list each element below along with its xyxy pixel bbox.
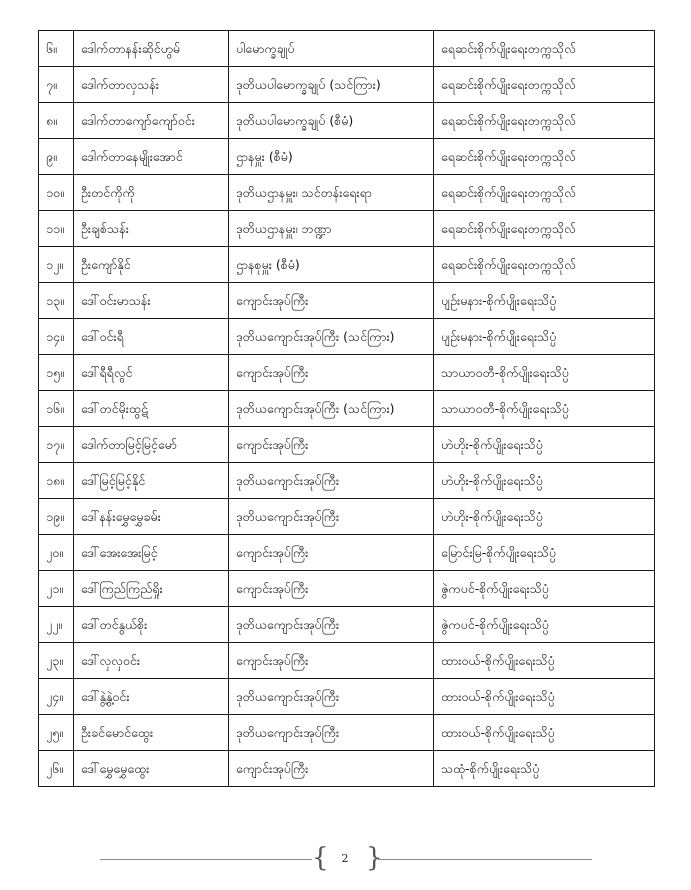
position-cell: ပါမောက္ခချုပ် <box>229 31 434 67</box>
department-cell: သထုံ-စိုက်ပျိုးရေးသိပ္ပံ <box>434 751 655 787</box>
table-row <box>39 247 655 283</box>
department-cell: ထားဝယ်-စိုက်ပျိုးရေးသိပ္ပံ <box>434 643 655 679</box>
row-number-cell: ၁၇။ <box>39 427 74 463</box>
table-row <box>39 67 655 103</box>
department-cell: ထားဝယ်-စိုက်ပျိုးရေးသိပ္ပံ <box>434 679 655 715</box>
table-row <box>39 319 655 355</box>
position-cell: ဒုတိယကျောင်းအုပ်ကြီး <box>229 607 434 643</box>
department-cell: ရေဆင်းစိုက်ပျိုးရေးတက္ကသိုလ် <box>434 103 655 139</box>
footer-rule-left <box>100 859 312 860</box>
table-row <box>39 607 655 643</box>
name-cell: ဒေါက်တာနေမျိုးအောင် <box>74 139 229 175</box>
row-number-cell: ၂၄။ <box>39 679 74 715</box>
table-row <box>39 643 655 679</box>
table-row <box>39 103 655 139</box>
position-cell: ဒုတိယဌာနမှူး၊ ဘဏ္ဍာ <box>229 211 434 247</box>
name-cell: ဒေါက်တာကျော်ကျော်ဝင်း <box>74 103 229 139</box>
position-cell: ကျောင်းအုပ်ကြီး <box>229 751 434 787</box>
name-cell: ဦးခင်မောင်ထွေး <box>74 715 229 751</box>
table-row <box>39 427 655 463</box>
table-row <box>39 715 655 751</box>
row-number-cell: ၁၈။ <box>39 463 74 499</box>
table-row <box>39 283 655 319</box>
table-row <box>39 751 655 787</box>
name-cell: ဒေါ်အေးအေးမြင့် <box>74 535 229 571</box>
department-cell: မြောင်းမြ-စိုက်ပျိုးရေးသိပ္ပံ <box>434 535 655 571</box>
table-row <box>39 391 655 427</box>
position-cell: ကျောင်းအုပ်ကြီး <box>229 355 434 391</box>
row-number-cell: ၆။ <box>39 31 74 67</box>
page-number: 2 <box>341 852 349 865</box>
row-number-cell: ၂၀။ <box>39 535 74 571</box>
position-cell: ဒုတိယကျောင်းအုပ်ကြီး <box>229 715 434 751</box>
name-cell: ဒေါ်တင်မိုးထွဋ် <box>74 391 229 427</box>
department-cell: ရေဆင်းစိုက်ပျိုးရေးတက္ကသိုလ် <box>434 211 655 247</box>
department-cell: ဇွဲကပင်-စိုက်ပျိုးရေးသိပ္ပံ <box>434 571 655 607</box>
position-cell: ဒုတိယကျောင်းအုပ်ကြီး (သင်ကြား) <box>229 391 434 427</box>
row-number-cell: ၂၅။ <box>39 715 74 751</box>
row-number-cell: ၂၃။ <box>39 643 74 679</box>
position-cell: ကျောင်းအုပ်ကြီး <box>229 643 434 679</box>
position-cell: ကျောင်းအုပ်ကြီး <box>229 283 434 319</box>
position-cell: ကျောင်းအုပ်ကြီး <box>229 535 434 571</box>
table-body <box>39 31 655 787</box>
row-number-cell: ၈။ <box>39 103 74 139</box>
row-number-cell: ၁၁။ <box>39 211 74 247</box>
department-cell: ရေဆင်းစိုက်ပျိုးရေးတက္ကသိုလ် <box>434 175 655 211</box>
department-cell: သာယာဝတီ-စိုက်ပျိုးရေးသိပ္ပံ <box>434 391 655 427</box>
position-cell: ဌာနစုမှူး (စီမံ) <box>229 247 434 283</box>
name-cell: ဒေါ်လှလှဝင်း <box>74 643 229 679</box>
table-row <box>39 211 655 247</box>
position-cell: ဌာနမှူး (စီမံ) <box>229 139 434 175</box>
name-cell: ဦးချစ်သန်း <box>74 211 229 247</box>
table-row <box>39 139 655 175</box>
position-cell: ဒုတိယဌာနမှူး၊ သင်တန်းရေးရာ <box>229 175 434 211</box>
department-cell: ရေဆင်းစိုက်ပျိုးရေးတက္ကသိုလ် <box>434 247 655 283</box>
department-cell: ဟဲဟိုး-စိုက်ပျိုးရေးသိပ္ပံ <box>434 499 655 535</box>
row-number-cell: ၇။ <box>39 67 74 103</box>
table-row <box>39 31 655 67</box>
name-cell: ဦးတင်ကိုကို <box>74 175 229 211</box>
name-cell: ဒေါက်တာမြင့်မြင့်မော် <box>74 427 229 463</box>
table-row <box>39 175 655 211</box>
name-cell: ဒေါ်နန်းမွှေမွှေခမ်း <box>74 499 229 535</box>
name-cell: ဒေါ်ရီရီလွင် <box>74 355 229 391</box>
table-row <box>39 571 655 607</box>
department-cell: ပျဉ်းမနား-စိုက်ပျိုးရေးသိပ္ပံ <box>434 283 655 319</box>
department-cell: ပျဉ်းမနား-စိုက်ပျိုးရေးသိပ္ပံ <box>434 319 655 355</box>
name-cell: ဒေါ်တင်နွယ်စိုး <box>74 607 229 643</box>
page-footer <box>0 843 691 873</box>
department-cell: ရေဆင်းစိုက်ပျိုးရေးတက္ကသိုလ် <box>434 67 655 103</box>
name-cell: ဒေါ်ဝင်းရီ <box>74 319 229 355</box>
row-number-cell: ၁၃။ <box>39 283 74 319</box>
department-cell: သာယာဝတီ-စိုက်ပျိုးရေးသိပ္ပံ <box>434 355 655 391</box>
position-cell: ကျောင်းအုပ်ကြီး <box>229 571 434 607</box>
row-number-cell: ၂၆။ <box>39 751 74 787</box>
table-row <box>39 355 655 391</box>
department-cell: ဇွဲကပင်-စိုက်ပျိုးရေးသိပ္ပံ <box>434 607 655 643</box>
row-number-cell: ၁၀။ <box>39 175 74 211</box>
department-cell: ဟဲဟိုး-စိုက်ပျိုးရေးသိပ္ပံ <box>434 463 655 499</box>
table-row <box>39 679 655 715</box>
table-row <box>39 535 655 571</box>
name-cell: ဒေါ်မွှေမွှေထွေး <box>74 751 229 787</box>
position-cell: ဒုတိယကျောင်းအုပ်ကြီး <box>229 499 434 535</box>
table-row <box>39 463 655 499</box>
row-number-cell: ၁၂။ <box>39 247 74 283</box>
right-brace-icon: } <box>366 843 383 873</box>
position-cell: ဒုတိယကျောင်းအုပ်ကြီး (သင်ကြား) <box>229 319 434 355</box>
row-number-cell: ၉။ <box>39 139 74 175</box>
position-cell: ဒုတိယကျောင်းအုပ်ကြီး <box>229 463 434 499</box>
row-number-cell: ၁၆။ <box>39 391 74 427</box>
name-cell: ဒေါက်တာနန်းဆိုင်ဟွမ် <box>74 31 229 67</box>
name-cell: ဒေါ်ကြည်ကြည်ရှိုး <box>74 571 229 607</box>
left-brace-icon: { <box>312 843 329 873</box>
row-number-cell: ၁၄။ <box>39 319 74 355</box>
table-row <box>39 499 655 535</box>
name-cell: ဒေါ်မြင့်မြင့်နိုင် <box>74 463 229 499</box>
name-cell: ဒေါ်နွဲ့နွဲ့ဝင်း <box>74 679 229 715</box>
name-cell: ဦးကျော်နိုင် <box>74 247 229 283</box>
department-cell: ထားဝယ်-စိုက်ပျိုးရေးသိပ္ပံ <box>434 715 655 751</box>
name-cell: ဒေါ်ဝင်းမာသန်း <box>74 283 229 319</box>
row-number-cell: ၁၉။ <box>39 499 74 535</box>
row-number-cell: ၂၁။ <box>39 571 74 607</box>
position-cell: ကျောင်းအုပ်ကြီး <box>229 427 434 463</box>
name-cell: ဒေါက်တာလှသန်း <box>74 67 229 103</box>
position-cell: ဒုတိယကျောင်းအုပ်ကြီး <box>229 679 434 715</box>
position-cell: ဒုတိယပါမောက္ခချုပ် (စီမံ) <box>229 103 434 139</box>
department-cell: ဟဲဟိုး-စိုက်ပျိုးရေးသိပ္ပံ <box>434 427 655 463</box>
position-cell: ဒုတိယပါမောက္ခချုပ် (သင်ကြား) <box>229 67 434 103</box>
department-cell: ရေဆင်းစိုက်ပျိုးရေးတက္ကသိုလ် <box>434 139 655 175</box>
row-number-cell: ၁၅။ <box>39 355 74 391</box>
row-number-cell: ၂၂။ <box>39 607 74 643</box>
department-cell: ရေဆင်းစိုက်ပျိုးရေးတက္ကသိုလ် <box>434 31 655 67</box>
footer-rule-right <box>378 859 592 860</box>
staff-table <box>38 30 655 787</box>
